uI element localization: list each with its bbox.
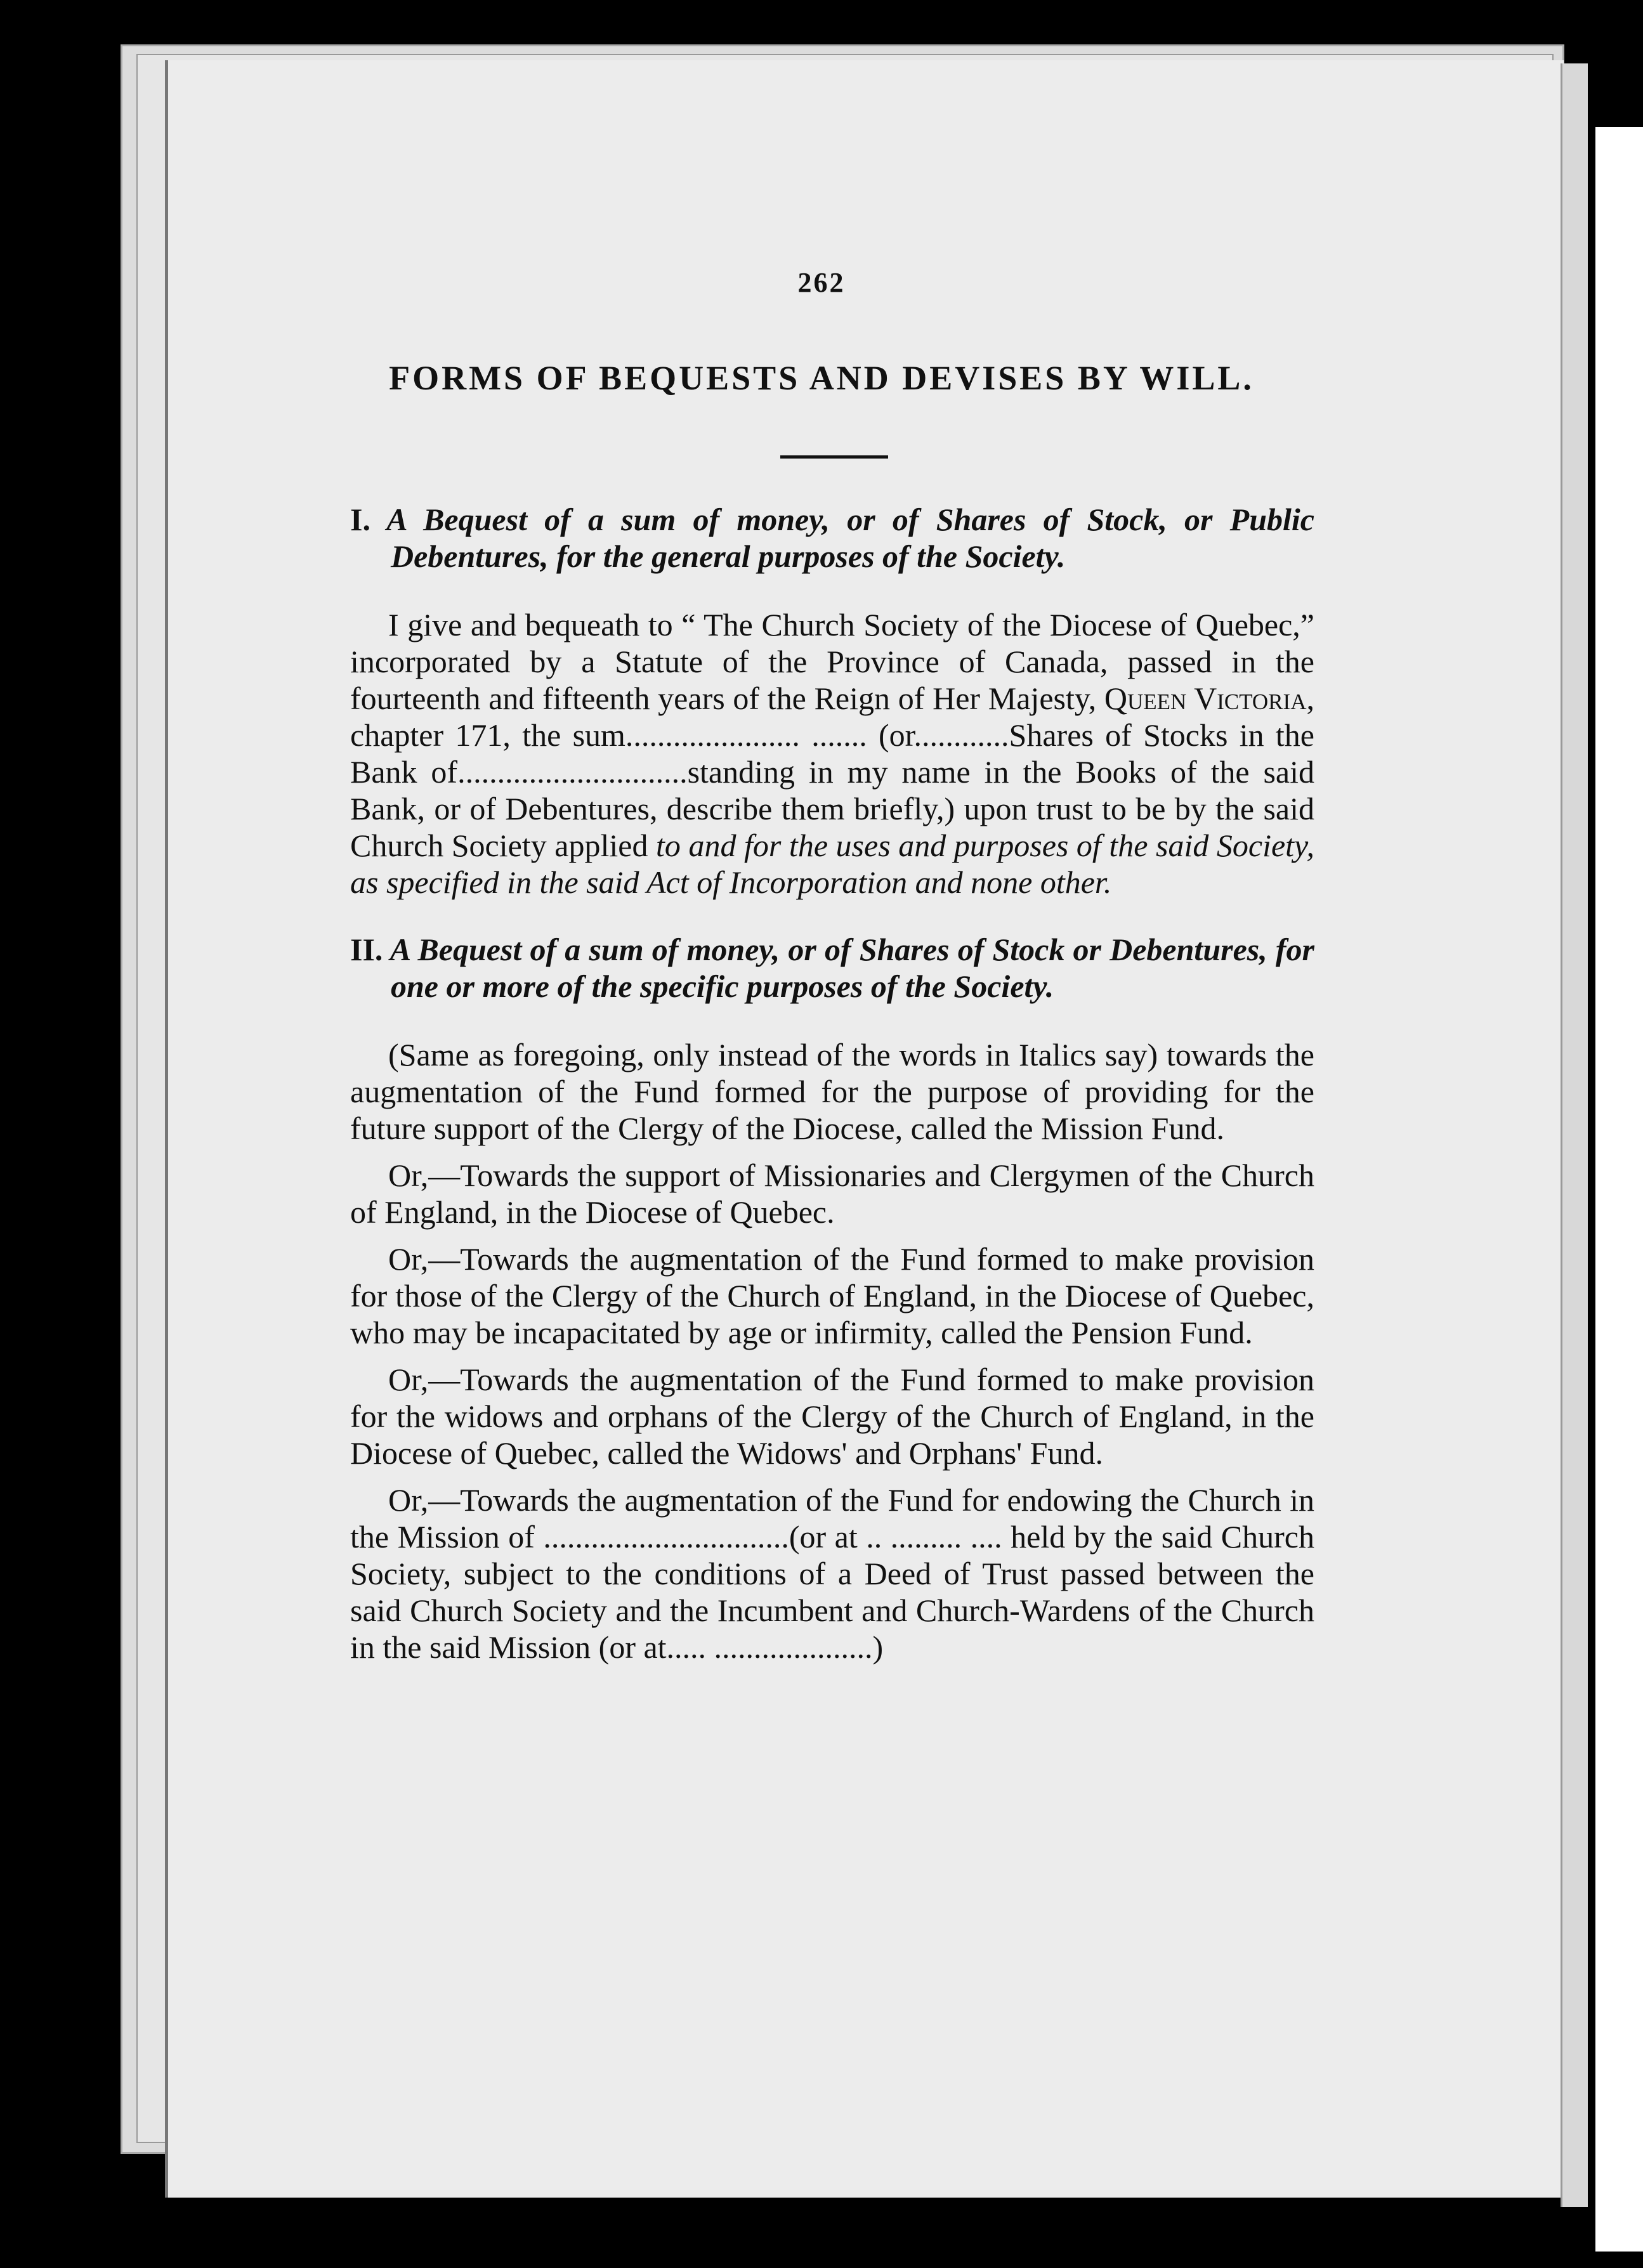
section-1-body xyxy=(350,606,1314,901)
section-1-number: I. xyxy=(350,502,370,537)
section-2-heading xyxy=(350,931,1314,1005)
section-1-body-middle: , chapter 171, the sum...................... ....... (or............Shares of Stocks in the Bank of.............................standing in my name in the Books of the said Bank, or of Debentures, describe them briefly,) upon trust to be by the said Church Society applied xyxy=(350,681,1314,863)
section-1-body-queen: Queen Victoria xyxy=(1104,681,1307,716)
section-2-heading-text: A Bequest of a sum of money, or of Shares of Stock or Debentures, for one or more of the specific purposes of the Society. xyxy=(389,932,1314,1004)
section-1-body-italic: to and for the uses and purposes of the said Society, as specified in the said Act of Incorporation and none other. xyxy=(350,828,1314,900)
section-2-paragraph: Or,—Towards the support of Missionaries and Clergymen of the Church of England, in the Diocese of Quebec. xyxy=(350,1157,1314,1230)
page-title: FORMS OF BEQUESTS AND DEVISES BY WILL. xyxy=(389,359,1254,397)
section-2-paragraph: Or,—Towards the augmentation of the Fund for endowing the Church in the Mission of ...............................(or at .. ......... .... held by the said Church Society, subject to the conditions of a Deed of Trust passed between the said Church Society and the Incumbent and Church-Wardens of the Church in the said Mission (or at..... ....................) xyxy=(350,1482,1314,1665)
page-body xyxy=(350,501,1314,1676)
section-2-paragraph: Or,—Towards the augmentation of the Fund formed to make provision for those of the Clergy of the Church of England, in the Diocese of Quebec, who may be incapacitated by age or infirmity, called the Pension Fund. xyxy=(350,1241,1314,1350)
page-number: 262 xyxy=(797,267,846,298)
section-1-body-start: I give and bequeath to “ The Church Society of the Diocese of Quebec,” incorporated by a Statute of the Province of Canada, passed in the fourteenth and fifteenth years of the Reign of Her Majesty, xyxy=(350,607,1314,716)
section-1-heading xyxy=(350,501,1314,575)
title-rule xyxy=(780,455,888,459)
section-2-paragraph: Or,—Towards the augmentation of the Fund formed to make provision for the widows and orphans of the Clergy of the Church of England, in the Diocese of Quebec, called the Widows' and Orphans' Fund. xyxy=(350,1362,1314,1471)
section-1-heading-text: A Bequest of a sum of money, or of Shares of Stock, or Public Debentures, for the general purposes of the Society. xyxy=(386,502,1314,574)
section-2-number: II. xyxy=(350,932,383,967)
section-2-paragraph: (Same as foregoing, only instead of the words in Italics say) towards the augmentation of the Fund formed for the purpose of providing for the future support of the Clergy of the Diocese, called the Mission Fund. xyxy=(350,1037,1314,1146)
facing-page-strip xyxy=(1595,127,1643,2252)
